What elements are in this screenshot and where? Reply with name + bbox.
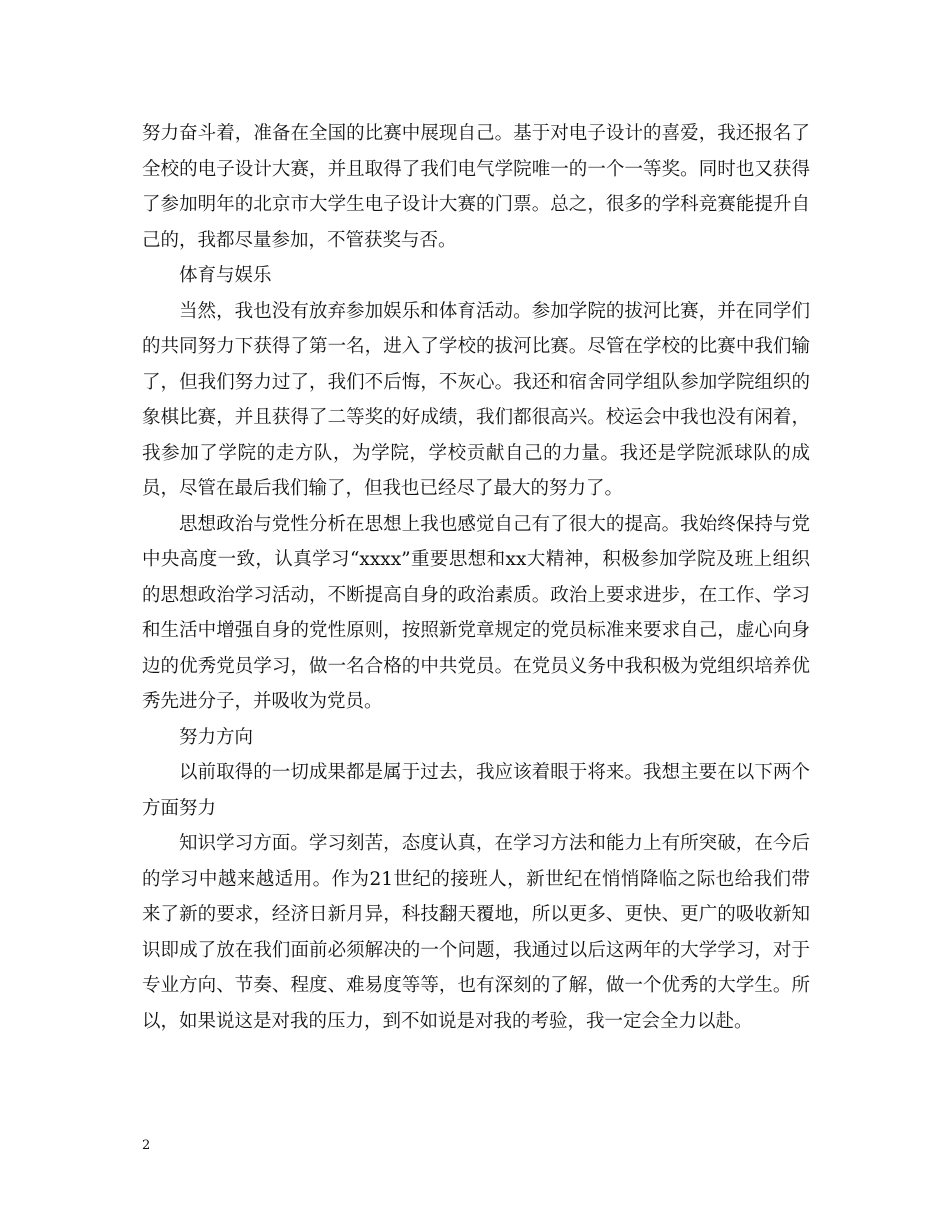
paragraph-sports: 当然，我也没有放弃参加娱乐和体育活动。参加学院的拔河比赛，并在同学们的共同努力下获得了第一名，进入了学校的拔河比赛。尽管在学校的比赛中我们输了，但我们努力过了，我们不后悔，不灰心。我还和宿舍同学组队参加学院组织的象棋比赛，并且获得了二等奖的好成绩，我们都很高兴。校运会中我也没有闲着，我参加了学院的走方队，为学院，学校贡献自己的力量。我还是学院派球队的成员，尽管在最后我们输了，但我也已经尽了最大的努力了。 xyxy=(142,300,810,499)
paragraph-direction-intro: 以前取得的一切成果都是属于过去，我应该着眼于将来。我想主要在以下两个方面努力 xyxy=(142,762,810,819)
paragraph-politics: 思想政治与党性分析在思想上我也感觉自己有了很大的提高。我始终保持与党中央高度一致，认真学习“xxxx”重要思想和xx大精神，积极参加学院及班上组织的思想政治学习活动，不断提高自身的政治素质。政治上要求进步，在工作、学习和生活中增强自身的党性原则，按照新党章规定的党员标准来要求自己，虚心向身边的优秀党员学习，做一名合格的中共党员。在党员义务中我积极为党组织培养优秀先进分子，并吸收为党员。 xyxy=(142,513,810,712)
section-heading-sports: 体育与娱乐 xyxy=(179,265,272,286)
paragraph-study: 知识学习方面。学习刻苦，态度认真，在学习方法和能力上有所突破，在今后的学习中越来越适用。作为21世纪的接班人，新世纪在悄悄降临之际也给我们带来了新的要求，经济日新月异，科技翻天覆地，所以更多、更快、更广的吸收新知识即成了放在我们面前必须解决的一个问题，我通过以后这两年的大学学习，对于专业方向、节奏、程度、难易度等等，也有深刻的了解，做一个优秀的大学生。所以，如果说这是对我的压力，到不如说是对我的考验，我一定会全力以赴。 xyxy=(142,833,810,1032)
paragraph-continuation: 努力奋斗着，准备在全国的比赛中展现自己。基于对电子设计的喜爱，我还报名了全校的电子设计大赛，并且取得了我们电气学院唯一的一个一等奖。同时也又获得了参加明年的北京市大学生电子设计大赛的门票。总之，很多的学科竞赛能提升自己的，我都尽量参加，不管获奖与否。 xyxy=(142,123,810,251)
document-body xyxy=(142,116,810,1039)
section-heading-direction: 努力方向 xyxy=(179,726,254,748)
page-number: 2 xyxy=(142,1138,151,1153)
